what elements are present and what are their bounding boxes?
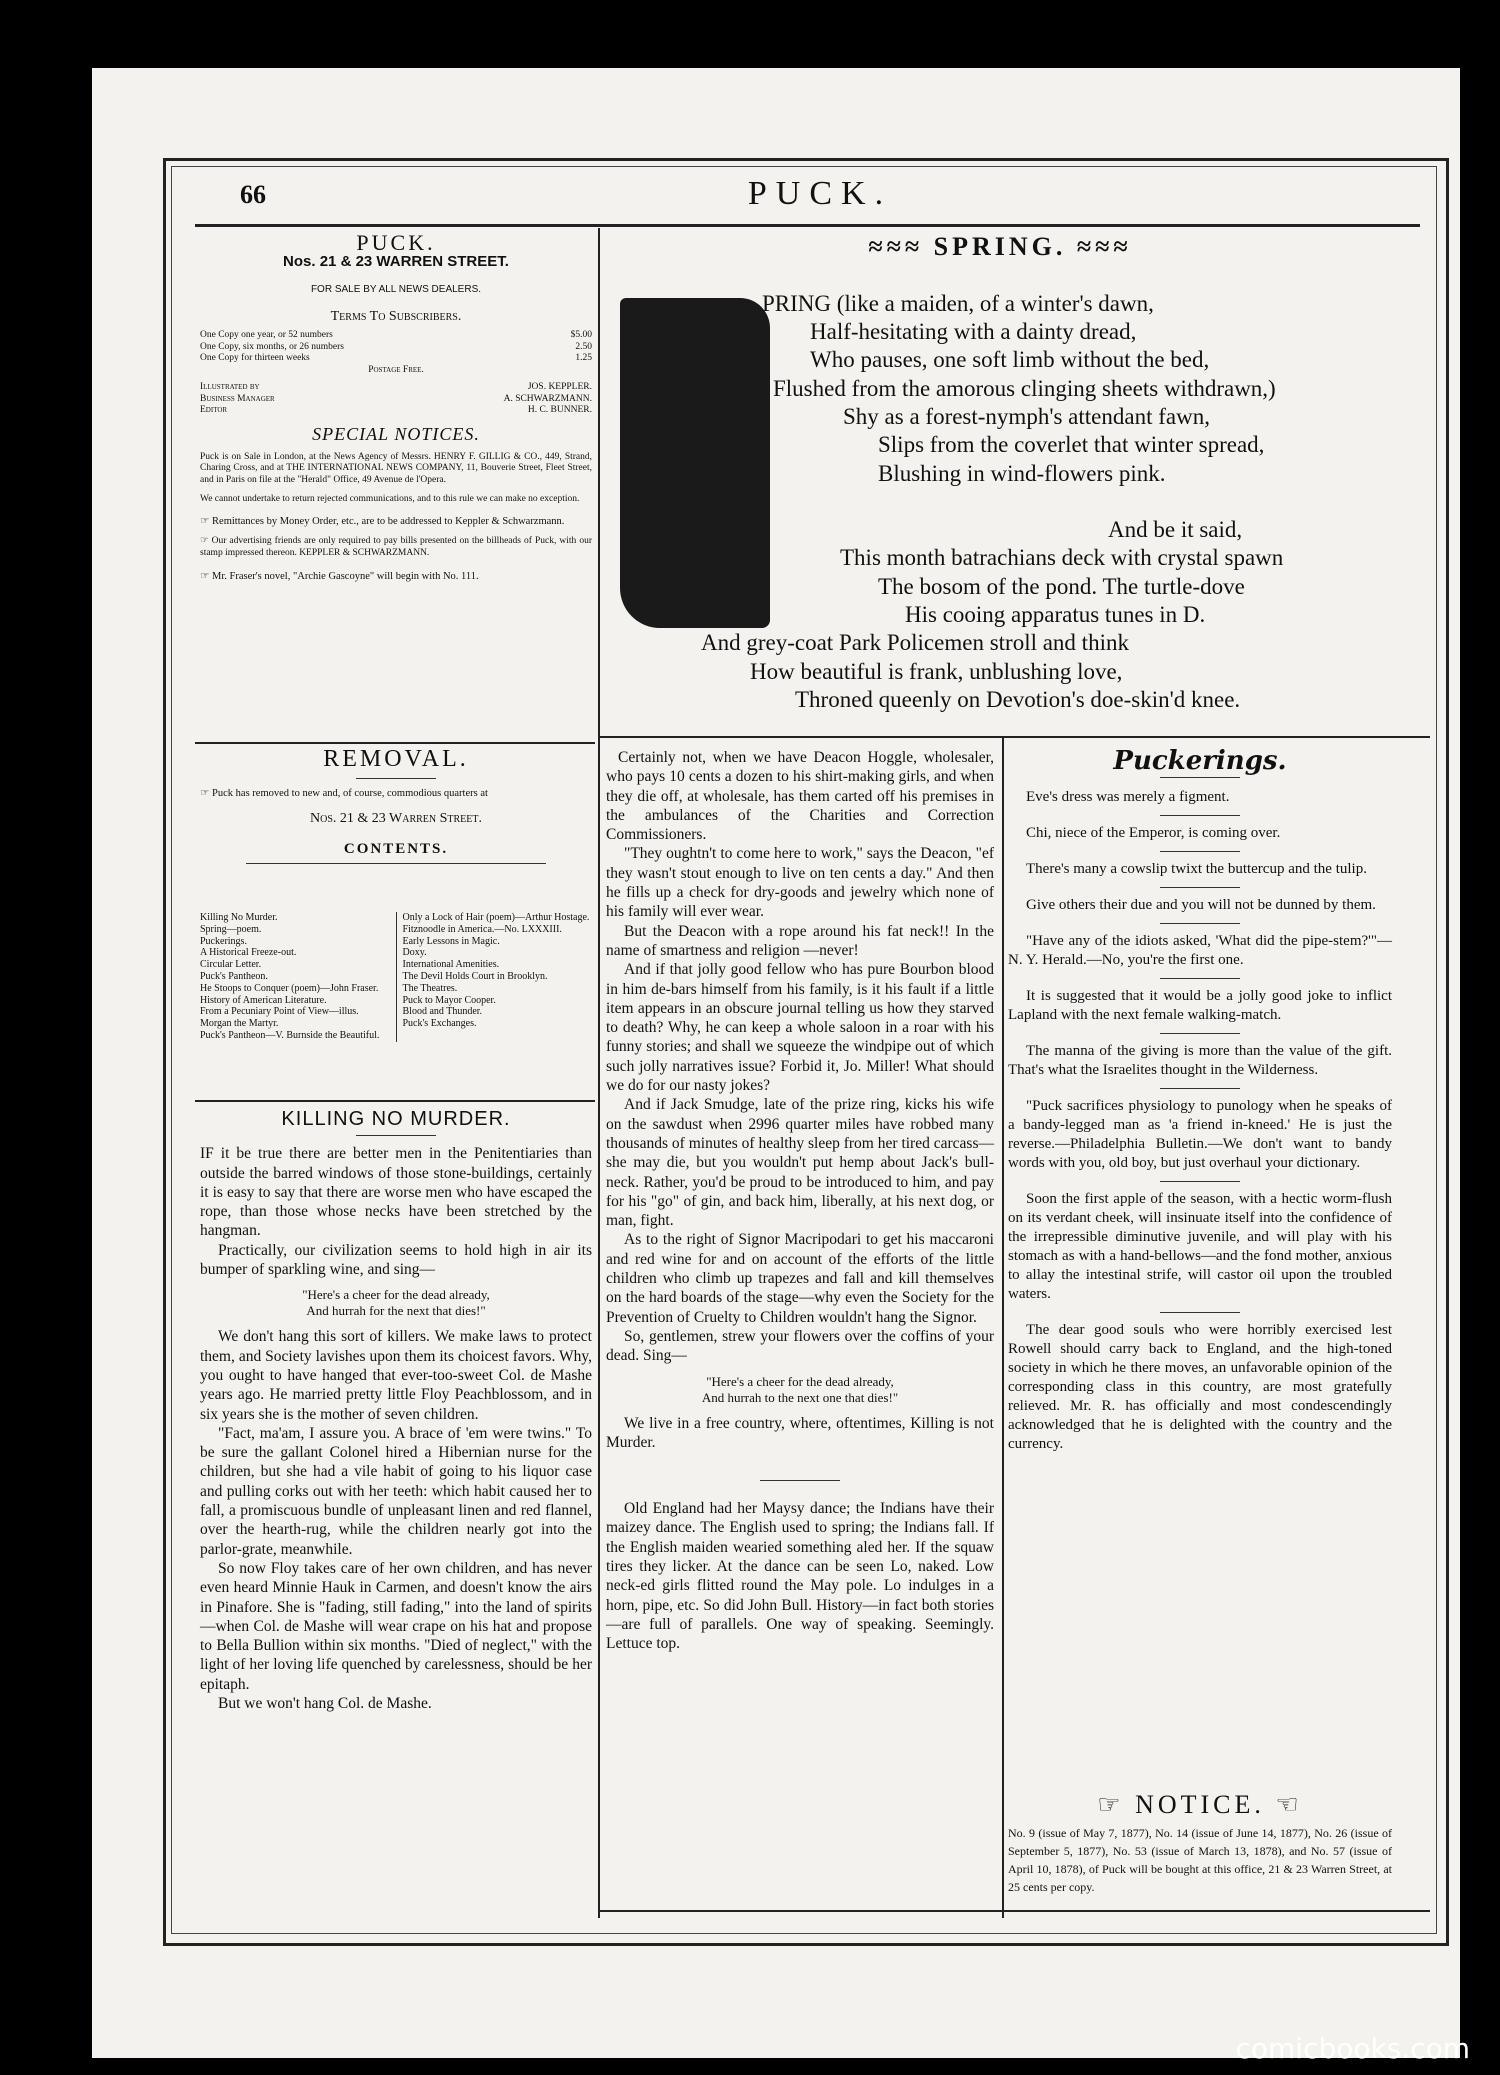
masthead-title: PUCK. bbox=[747, 175, 893, 212]
poem-line: PRING (like a maiden, of a winter's dawn, bbox=[762, 291, 1154, 316]
killing-paragraph: So now Floy takes care of her own children, and has never even heard Minnie Hauk in Carmen, and doesn't know the airs in Pinafore. She is "fading, still fading," into the land of spirits—when Col. de Mashe will wear crape on his hat and propose to Bella Bullion within six months. "Died of neglect," with the light of her loving life quenched by carelessness, should be her epitaph. bbox=[200, 1559, 592, 1693]
contents-entry: The Theatres. bbox=[402, 982, 458, 994]
contents-entry: Puck's Pantheon. bbox=[200, 970, 268, 982]
pointing-hand-icon: ☞ bbox=[1097, 1790, 1136, 1819]
sale-line: FOR SALE BY ALL NEWS DEALERS. bbox=[310, 283, 482, 295]
puckerings-list bbox=[1008, 788, 1392, 1454]
contents-entry: Only a Lock of Hair (poem)—Arthur Hostage. bbox=[402, 912, 590, 923]
contents-title: CONTENTS. bbox=[343, 841, 449, 858]
subscription-box-rule bbox=[195, 742, 595, 744]
postage-note: Postage Free. bbox=[368, 364, 424, 375]
column-divider-left bbox=[598, 228, 600, 1918]
middle-paragraph: So, gentlemen, strew your flowers over the coffins of your dead. Sing— bbox=[606, 1327, 994, 1365]
killing-paragraph: IF it be true there are better men in the Penitentiaries than outside the barred windows of those stone-buildings, certainly it is easy to say that there are worse men who have escaped the rope, than those whose necks have been stretched by the hangman. bbox=[200, 1145, 592, 1240]
puckering-item: It is suggested that it would be a jolly good joke to inflict Lapland with the next female walking-match. bbox=[1008, 988, 1392, 1023]
pointing-hand-icon: ☜ bbox=[1264, 1790, 1303, 1819]
divider bbox=[1160, 923, 1240, 924]
poem-line: Flushed from the amorous clinging sheets withdrawn,) bbox=[773, 376, 1276, 401]
terms-title: Terms To Subscribers. bbox=[330, 308, 462, 324]
staff-row: Business Manager A. SCHWARZMANN. bbox=[200, 393, 592, 404]
puck-box-title: PUCK. bbox=[356, 230, 436, 255]
poem-line: And be it said, bbox=[1108, 517, 1243, 542]
notice-remittances: ☞ Remittances by Money Order, etc., are to be addressed to Keppler & Schwarzmann. bbox=[200, 515, 565, 527]
contents-entry: History of American Literature. bbox=[200, 994, 327, 1006]
poem-line: The bosom of the pond. The turtle-dove bbox=[878, 574, 1245, 599]
contents-bottom-rule bbox=[195, 1100, 595, 1102]
divider bbox=[1160, 815, 1240, 816]
killing-title: KILLING NO MURDER. bbox=[281, 1108, 511, 1130]
special-notices-title: SPECIAL NOTICES. bbox=[312, 423, 480, 444]
poem-line: Shy as a forest-nymph's attendant fawn, bbox=[843, 404, 1210, 429]
divider bbox=[356, 778, 436, 779]
contents-entry: Morgan the Martyr. bbox=[200, 1018, 279, 1030]
removal-notice bbox=[200, 746, 592, 870]
contents-entry: Circular Letter. bbox=[200, 959, 262, 971]
term-row: One Copy for thirteen weeks 1.25 bbox=[200, 353, 592, 364]
contents-entry: Puckerings. bbox=[200, 935, 247, 947]
notice-title: ☞ NOTICE. ☜ bbox=[1097, 1790, 1303, 1819]
removal-title: REMOVAL. bbox=[323, 746, 469, 772]
contents-entry: Early Lessons in Magic. bbox=[402, 935, 500, 947]
contents-entry: Fitznoodle in America.—No. LXXXIII. bbox=[402, 923, 562, 935]
pointing-hand-icon: ☞ bbox=[200, 536, 212, 547]
puckering-item: Eve's dress was merely a figment. bbox=[1026, 789, 1230, 805]
watermark: comicbooks.com bbox=[1235, 2032, 1470, 2065]
contents-columns bbox=[200, 912, 592, 1042]
divider bbox=[1160, 777, 1240, 778]
removal-address: Nos. 21 & 23 Warren Street. bbox=[309, 810, 483, 826]
poem-line: This month batrachians deck with crystal spawn bbox=[840, 545, 1284, 570]
killing-article bbox=[200, 1110, 592, 1713]
maysy-paragraph: Old England had her Maysy dance; the Indians have their maizey dance. The English used to spring; the Indians fall. If the English maiden wearied something aled her. If the squaw tires they licker. At the dance can be seen Lo, naked. Low neck-ed girls flitted round the May pole. Lo indulges in a horn, pipe, etc. So did John Bull. History—in fact both stories—are full of parallels. One way of speaking. Seemingly. Lettuce top. bbox=[606, 1500, 994, 1653]
middle-paragraph: But the Deacon with a rope around his fat neck!! In the name of smartness and religion —never! bbox=[606, 922, 994, 959]
page-number: 66 bbox=[240, 180, 266, 209]
divider bbox=[1160, 851, 1240, 852]
contents-entry: Spring—poem. bbox=[200, 923, 262, 935]
poem-line: Slips from the coverlet that winter spread, bbox=[878, 432, 1265, 457]
staff-row: Illustrated by JOS. KEPPLER. bbox=[200, 382, 592, 393]
contents-entry: He Stoops to Conquer (poem)—John Fraser. bbox=[200, 982, 379, 994]
puckering-item: "Puck sacrifices physiology to punology when he speaks of a bandy-legged man as 'a friend in-kneed.' He is just the reverse.—Philadelphia Bulletin.—We don't want to bandy words with you, old boy, but just overhaul your dictionary. bbox=[1008, 1098, 1392, 1171]
puckerings-title: Puckerings. bbox=[1113, 746, 1287, 776]
middle-paragraph: And if that jolly good fellow who has pure Bourbon blood in him de-bars himself from his family, is it his fault if a little item appears in an obscure journal telling us how they starved to death? Why, he can keep a whole saloon in a roar with his funny stories; and shall we squeeze the windpipe out of which such jolly narratives issue? Forbid it, Jo. Miller! What should we do for our nasty jokes? bbox=[606, 961, 994, 1095]
divider bbox=[760, 1480, 840, 1481]
middle-column bbox=[606, 748, 994, 1653]
killing-paragraph: Practically, our civilization seems to hold high in air its bumper of sparkling wine, and sing— bbox=[200, 1241, 592, 1279]
poem-bottom-rule bbox=[600, 736, 1430, 738]
contents-entry: Doxy. bbox=[402, 947, 427, 959]
killing-paragraph: We don't hang this sort of killers. We make laws to protect them, and Society lavishes upon them its choicest favors. Why, you ought to have hanged that ever-too-sweet Col. de Mashe years ago. He married pretty little Floy Peachblossom, and in six years she is the mother of seven children. bbox=[200, 1328, 592, 1423]
notice-advertising: ☞ Our advertising friends are only required to pay bills presented on the billheads of Puck, with our stamp impressed thereon. KEPPLER & SCHWARZMANN. bbox=[200, 536, 592, 558]
contents-left-column bbox=[200, 912, 390, 1042]
removal-text: ☞ Puck has removed to new and, of course, commodious quarters at bbox=[200, 788, 488, 800]
contents-right-column bbox=[403, 912, 593, 1042]
column-divider-right bbox=[1002, 738, 1004, 1918]
contents-entry: Blood and Thunder. bbox=[402, 1006, 483, 1018]
header-rule bbox=[195, 224, 1420, 227]
middle-paragraph: We live in a free country, where, oftentimes, Killing is not Murder. bbox=[606, 1414, 994, 1451]
contents-entry: Puck to Mayor Cooper. bbox=[402, 994, 496, 1006]
poem-line: And grey-coat Park Policemen stroll and think bbox=[701, 630, 1129, 655]
contents-divider bbox=[396, 912, 397, 1042]
woodcut-initial-s bbox=[620, 298, 770, 628]
contents-entry: A Historical Freeze-out. bbox=[200, 947, 297, 959]
subscription-box bbox=[200, 230, 592, 584]
notice-text: No. 9 (issue of May 7, 1877), No. 14 (issue of June 14, 1877), No. 26 (issue of September 5, 1877), No. 53 (issue of March 13, 1878), and No. 57 (issue of April 10, 1878), of Puck will be bought at this office, 21 & 23 Warren Street, at 25 cents per copy. bbox=[1008, 1826, 1392, 1895]
divider bbox=[1160, 1181, 1240, 1182]
notice-london: Puck is on Sale in London, at the News Agency of Messrs. HENRY F. GILLIG & CO., 449, Strand, Charing Cross, and at THE INTERNATIONAL NEWS COMPANY, 11, Bouverie Street, Fleet Street, and in Paris on file at the "Herald" Office, 49 Avenue de l'Opera. bbox=[200, 451, 592, 485]
puckering-item: The dear good souls who were horribly exercised lest Rowell should carry back to England, and the high-toned society in which he there moves, an unfavorable opinion of the corresponding class in this country, are most gratefully relieved. Mr. R. has officially and most condescendingly acknowledged that he is delighted with the country and the currency. bbox=[1008, 1322, 1392, 1452]
puckering-item: There's many a cowslip twixt the buttercup and the tulip. bbox=[1026, 861, 1367, 877]
contents-entry: Killing No Murder. bbox=[200, 912, 278, 923]
killing-paragraph: "Fact, ma'am, I assure you. A brace of 'em were twins." To be sure the gallant Colonel hired a Hibernian nurse for the children, but she had a vile habit of going to his liquor case and pulling corks out with her teeth: which habit caused her to fall, a promiscuous bundle of unpleasant linen and red flannel, over the hearth-rug, while the children nearly got into the parlor-grate, meanwhile. bbox=[200, 1424, 592, 1558]
contents-table bbox=[200, 912, 592, 1042]
divider bbox=[1160, 1088, 1240, 1089]
contents-entry: Puck's Exchanges. bbox=[402, 1018, 477, 1030]
killing-paragraph: But we won't hang Col. de Mashe. bbox=[218, 1695, 432, 1713]
notice-rejected: We cannot undertake to return rejected communications, and to this rule we can make no exception. bbox=[200, 494, 580, 505]
puckering-item: Chi, niece of the Emperor, is coming over. bbox=[1026, 825, 1281, 841]
middle-quote: "Here's a cheer for the dead already, And hurrah to the next one that dies!" bbox=[701, 1373, 899, 1405]
middle-paragraph: And if Jack Smudge, late of the prize ring, kicks his wife on the sawdust when 2996 quarter miles have robbed many thousands of minutes of healthy sleep from her tired carcass—she may die, but you wouldn't put hemp about Jack's bull-neck. Rather, you'd be proud to be introduced to him, and pay for his "go" of gin, and back him, liberally, at his next dog, or man, fight. bbox=[606, 1096, 994, 1230]
middle-paragraph: As to the right of Signor Macripodari to get his maccaroni and red wine for and on account of the efforts of the little children who climb up trapezes and fall and kill themselves on the hard boards of the stage—why even the Society for the Prevention of Cruelty to Children wouldn't hang the Signor. bbox=[606, 1231, 994, 1326]
puckering-item: Give others their due and you will not be dunned by them. bbox=[1026, 897, 1376, 913]
term-row: One Copy one year, or 52 numbers $5.00 bbox=[200, 330, 592, 341]
poem-line: His cooing apparatus tunes in D. bbox=[905, 602, 1206, 627]
office-address: Nos. 21 & 23 WARREN STREET. bbox=[283, 253, 509, 271]
puckering-item: "Have any of the idiots asked, 'What did the pipe-stem?'"—N. Y. Herald.—No, you're the first one. bbox=[1008, 933, 1392, 968]
poem-line: Blushing in wind-flowers pink. bbox=[878, 461, 1166, 486]
pointing-hand-icon: ☞ bbox=[200, 788, 213, 800]
term-row: One Copy, six months, or 26 numbers 2.50 bbox=[200, 341, 592, 352]
puckerings-column bbox=[1008, 746, 1392, 1454]
divider bbox=[356, 1135, 436, 1136]
divider bbox=[1160, 978, 1240, 979]
notice-box bbox=[1008, 1790, 1392, 1896]
poem-line: Who pauses, one soft limb without the bed, bbox=[810, 347, 1210, 372]
staff-row: Editor H. C. BUNNER. bbox=[200, 405, 592, 416]
spring-title: ≈≈≈ SPRING. ≈≈≈ bbox=[868, 232, 1132, 261]
pointing-hand-icon: ☞ bbox=[200, 571, 213, 583]
poem-line: Throned queenly on Devotion's doe-skin'd knee. bbox=[795, 687, 1241, 712]
divider bbox=[246, 863, 546, 864]
divider bbox=[1160, 1312, 1240, 1313]
notice-novel: ☞ Mr. Fraser's novel, "Archie Gascoyne" will begin with No. 111. bbox=[200, 571, 479, 583]
flourish-icon: ≈≈≈ bbox=[868, 232, 934, 261]
killing-quote: "Here's a cheer for the dead already, And hurrah for the next that dies!" bbox=[302, 1287, 490, 1319]
staff-list bbox=[200, 382, 592, 417]
flourish-icon: ≈≈≈ bbox=[1066, 232, 1132, 261]
divider bbox=[1160, 887, 1240, 888]
contents-entry: International Amenities. bbox=[402, 959, 500, 971]
contents-entry: From a Pecuniary Point of View—illus. bbox=[200, 1006, 359, 1018]
terms-list bbox=[200, 330, 592, 365]
puckering-item: Soon the first apple of the season, with a hectic worm-flush on its verdant cheek, will insinuate itself into the confidence of the irrepressible diminutive juvenile, and will play with his stomach as with a hand-bellows—and the fond mother, anxious to allay the intestinal strife, will castor oil upon the troubled waters. bbox=[1008, 1191, 1392, 1302]
poem-line: How beautiful is frank, unblushing love, bbox=[750, 659, 1123, 684]
puckering-item: The manna of the giving is more than the value of the gift. That's what the Israelites thought in the Wilderness. bbox=[1008, 1043, 1392, 1078]
divider bbox=[1160, 1033, 1240, 1034]
contents-entry: The Devil Holds Court in Brooklyn. bbox=[402, 970, 548, 982]
middle-paragraph: "They oughtn't to come here to work," says the Deacon, "ef they wasn't stout enough to live on ten cents a day." And then he fills up a check for dry-goods and jewelry which none of his family will ever wear. bbox=[606, 845, 994, 921]
footer-rule bbox=[600, 1910, 1430, 1912]
contents-entry: Puck's Pantheon—V. Burnside the Beautiful. bbox=[200, 1029, 380, 1041]
poem-line: Half-hesitating with a dainty dread, bbox=[810, 319, 1137, 344]
pointing-hand-icon: ☞ bbox=[200, 515, 213, 527]
middle-paragraph: Certainly not, when we have Deacon Hoggle, wholesaler, who pays 10 cents a dozen to his shirt-making girls, and when they die off, at wholesale, has them carted off his premises in the ambulances of the Charities and Correction Commissioners. bbox=[606, 749, 994, 844]
